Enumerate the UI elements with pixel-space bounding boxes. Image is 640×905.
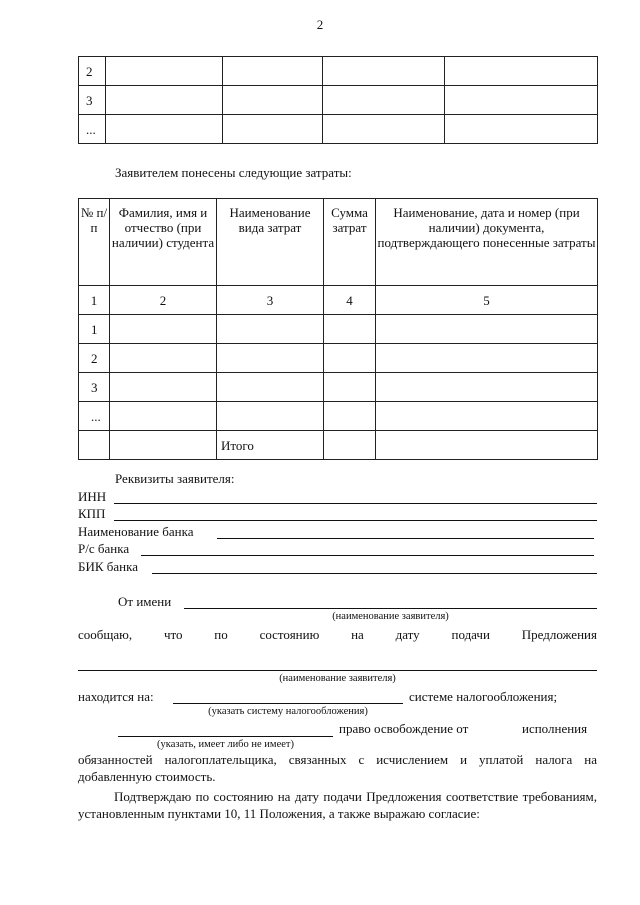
exemption-right-label: право освобождение от (339, 721, 469, 736)
column-number: 4 (324, 286, 376, 315)
table-cell (323, 86, 445, 115)
table-header-row (79, 199, 598, 286)
table-cell (110, 402, 217, 431)
applicant-name-field[interactable] (184, 608, 597, 609)
table-cell (376, 431, 598, 460)
kpp-field[interactable] (114, 520, 597, 521)
applicant-name-field-2[interactable] (78, 670, 597, 671)
report-word: на (351, 627, 364, 642)
row-number: ... (79, 402, 110, 431)
bik-field[interactable] (152, 573, 597, 574)
report-word: подачи (451, 627, 490, 642)
row-number: 2 (79, 57, 106, 86)
table-cell (445, 57, 598, 86)
inn-label: ИНН (78, 489, 107, 504)
report-word: состоянию (259, 627, 320, 642)
fulfillment-label: исполнения (522, 721, 588, 736)
located-on-label: находится на: (78, 689, 154, 704)
row-number: ... (79, 115, 106, 144)
account-field[interactable] (141, 555, 594, 556)
report-word: сообщаю, (78, 627, 133, 642)
table-row (79, 57, 598, 86)
table-row (79, 115, 598, 144)
table-cell (323, 57, 445, 86)
row-number: 3 (79, 86, 106, 115)
table-cell (223, 115, 323, 144)
report-word: дату (395, 627, 420, 642)
table-cell (217, 315, 324, 344)
expenses-table (78, 198, 598, 460)
table-cell (217, 344, 324, 373)
tax-system-label: системе налогообложения; (409, 689, 558, 704)
column-number: 5 (376, 286, 598, 315)
table-cell (217, 402, 324, 431)
caption-applicant: (наименование заявителя) (332, 611, 449, 622)
table-cell (324, 315, 376, 344)
table-cell (324, 344, 376, 373)
column-number: 1 (79, 286, 110, 315)
table-row (79, 315, 598, 344)
on-behalf-label: От имени (118, 594, 172, 609)
table-row (79, 344, 598, 373)
table-cell (445, 86, 598, 115)
header-document: Наименование, дата и номер (при наличии) документа, подтверждающего понесенные затраты (376, 199, 598, 286)
row-number: 2 (79, 344, 110, 373)
table-cell (376, 344, 598, 373)
bank-name-field[interactable] (217, 538, 594, 539)
header-expense-type: Наименование вида затрат (217, 199, 324, 286)
account-label: Р/с банка (78, 541, 130, 556)
table-cell (324, 373, 376, 402)
caption-has: (указать, имеет либо не имеет) (157, 739, 294, 750)
table-cell (110, 431, 217, 460)
row-number: 3 (79, 373, 110, 402)
caption-applicant-2: (наименование заявителя) (279, 673, 396, 684)
caption-tax-system: (указать систему налогообложения) (208, 706, 368, 717)
confirmation-text: Подтверждаю по состоянию на дату подачи Предложения соответствие требованиям, установленным пунктами 10, 11 Положения, а также выражаю согласие: (78, 789, 597, 821)
total-label: Итого (217, 431, 324, 460)
table-cell (110, 373, 217, 402)
table-cell (445, 115, 598, 144)
page-number: 2 (316, 17, 324, 32)
table-cell (110, 315, 217, 344)
table-cell (106, 115, 223, 144)
column-number: 2 (110, 286, 217, 315)
table-cell (324, 402, 376, 431)
expenses-intro: Заявителем понесены следующие затраты: (115, 165, 352, 180)
report-line (78, 627, 597, 643)
table-cell (79, 431, 110, 460)
column-number: 3 (217, 286, 324, 315)
table-cell (324, 431, 376, 460)
table-cell (106, 57, 223, 86)
table-row (79, 402, 598, 431)
table-row (79, 373, 598, 402)
table-cell (376, 373, 598, 402)
kpp-label: КПП (78, 506, 106, 521)
exemption-status-field[interactable] (118, 736, 333, 737)
column-numbers-row (79, 286, 598, 315)
header-amount: Сумма затрат (324, 199, 376, 286)
table-cell (223, 86, 323, 115)
header-student-name: Фамилия, имя и отчество (при наличии) студента (110, 199, 217, 286)
tax-system-field[interactable] (173, 703, 403, 704)
report-word: что (163, 627, 183, 642)
table-cell (376, 402, 598, 431)
total-row (79, 431, 598, 460)
obligations-text: обязанностей налогоплательщика, связанных с исчислением и уплатой налога на добавленную стоимость. (78, 752, 597, 784)
table-row (79, 86, 598, 115)
bank-name-label: Наименование банка (78, 524, 194, 539)
table-cell (323, 115, 445, 144)
header-number: № п/п (79, 199, 110, 286)
row-number: 1 (79, 315, 110, 344)
report-word: по (214, 627, 228, 642)
requisites-title: Реквизиты заявителя: (115, 471, 235, 486)
bik-label: БИК банка (78, 559, 139, 574)
table-cell (110, 344, 217, 373)
table-cell (106, 86, 223, 115)
table-cell (376, 315, 598, 344)
table-cell (217, 373, 324, 402)
report-word: Предложения (521, 627, 597, 642)
inn-field[interactable] (114, 503, 597, 504)
continuation-table (78, 56, 598, 144)
table-cell (223, 57, 323, 86)
